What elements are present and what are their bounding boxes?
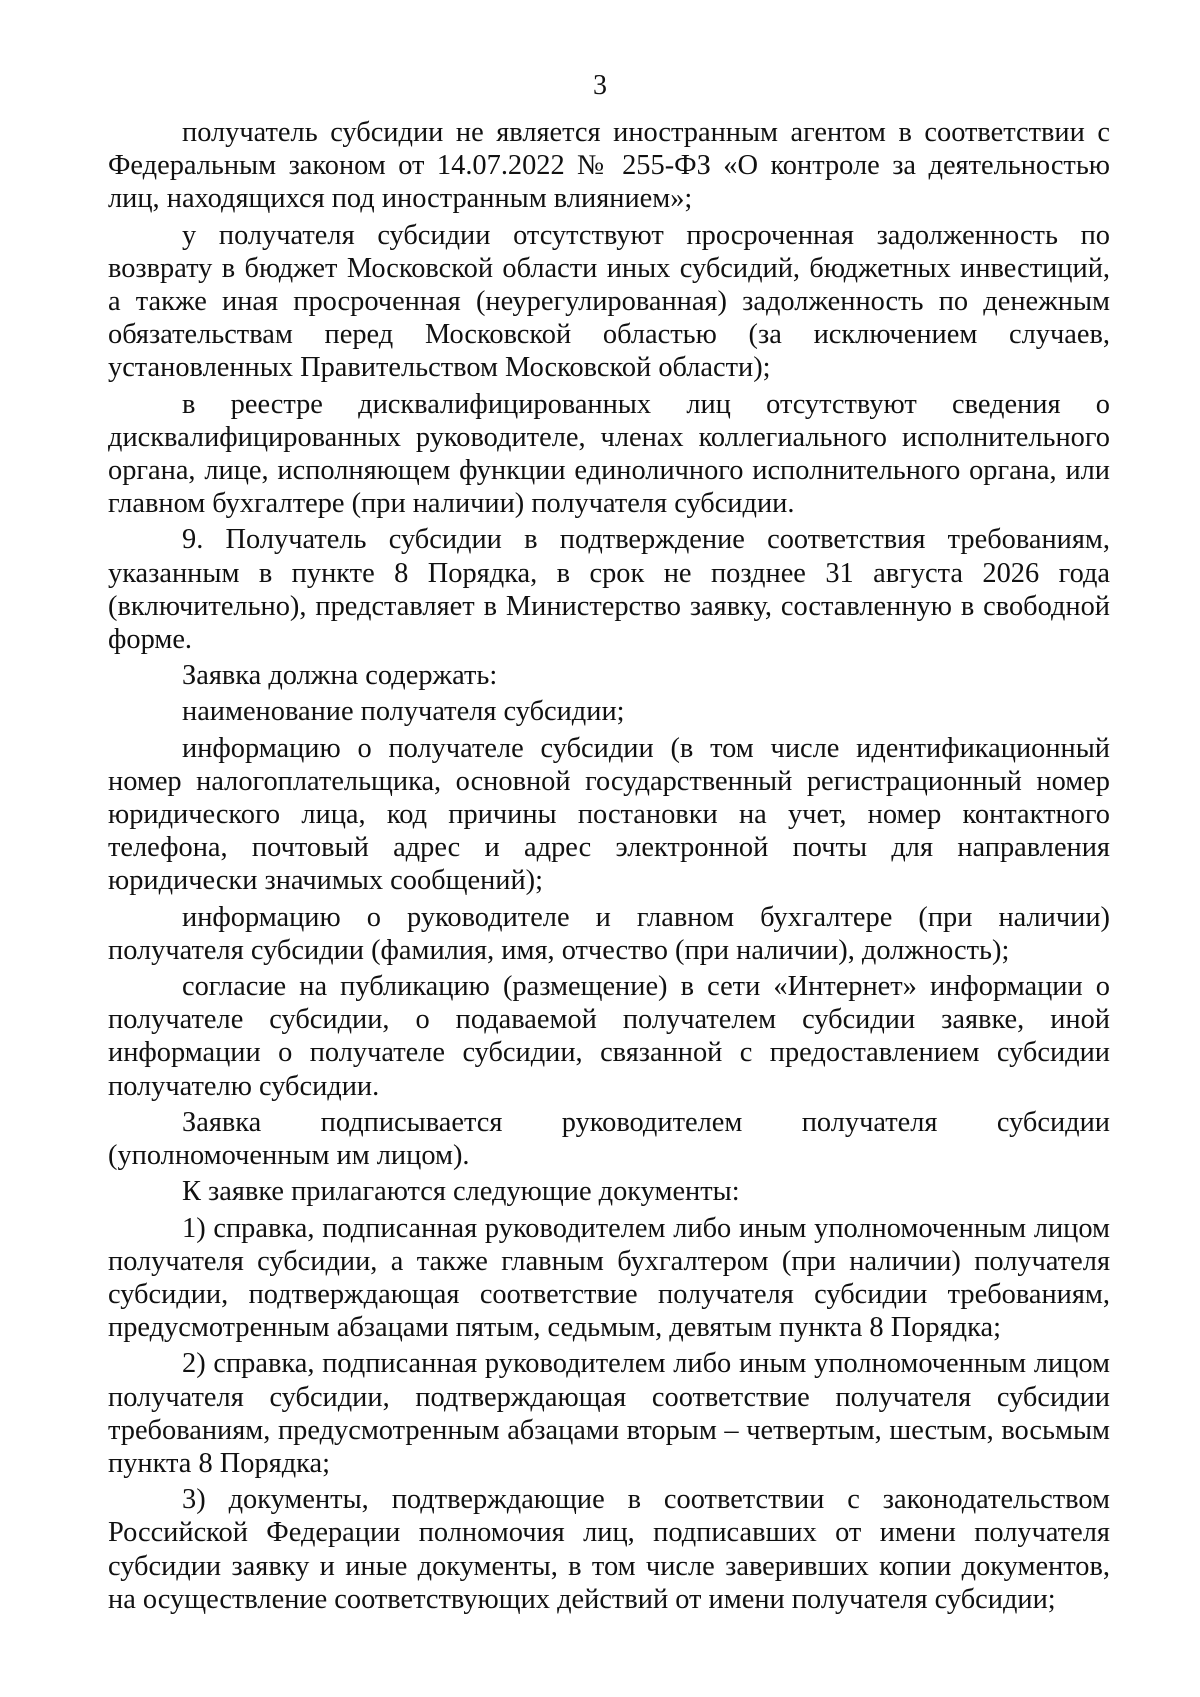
paragraph-disqualified-registry: в реестре дисквалифицированных лиц отсутствуют сведения о дисквалифицированных руководителе, членах коллегиального исполнительного органа, лице, исполняющем функции единоличного исполнительного органа, или главном бухгалтере (при наличии) получателя субсидии. (108, 388, 1110, 520)
paragraph-publication-consent: согласие на публикацию (размещение) в сети «Интернет» информации о получателе субсидии, о подаваемой получателем субсидии заявке, иной информации о получателе субсидии, связанной с предоставлением субсидии получателю субсидии. (108, 971, 1110, 1102)
paragraph-attached-documents: К заявке прилагаются следующие документы: (182, 1176, 740, 1208)
paragraph-no-overdue-debt: у получателя субсидии отсутствуют просроченная задолженность по возврату в бюджет Московской области иных субсидий, бюджетных инвестиций, а также иная просроченная (неурегулированная) задолженность по денежным обязательствам перед Московской областью (за исключением случаев, установленных Правительством Московской области); (108, 219, 1110, 384)
paragraph-recipient-name: наименование получателя субсидии; (182, 696, 625, 728)
paragraph-document-3: 3) документы, подтверждающие в соответствии с законодательством Российской Федерации полномочия лиц, подписавших от имени получателя субсидии заявку и иные документы, в том числе заверивших копии документов, на осуществление соответствующих действий от имени получателя субсидии; (108, 1484, 1110, 1615)
paragraph-item-9: 9. Получатель субсидии в подтверждение соответствия требованиям, указанным в пункте 8 Порядка, в срок не позднее 31 августа 2026 года (включительно), представляет в Министерство заявку, составленную в свободной форме. (108, 524, 1110, 656)
paragraph-application-signature: Заявка подписывается руководителем получателя субсидии (уполномоченным им лицом). (108, 1106, 1110, 1172)
page-number: 3 (593, 70, 607, 101)
document-body (108, 116, 1110, 1616)
paragraph-head-accountant-info: информацию о руководителе и главном бухгалтере (при наличии) получателя субсидии (фамилия, имя, отчество (при наличии), должность); (108, 901, 1110, 966)
paragraph-document-2: 2) справка, подписанная руководителем либо иным уполномоченным лицом получателя субсидии, подтверждающая соответствие получателя субсидии требованиям, предусмотренным абзацами вторым – четвертым, шестым, восьмым пункта 8 Порядка; (108, 1348, 1110, 1479)
paragraph-application-contents: Заявка должна содержать: (182, 660, 498, 692)
paragraph-recipient-info: информацию о получателе субсидии (в том числе идентификационный номер налогоплательщика, основной государственный регистрационный номер юридического лица, код причины постановки на учет, номер контактного телефона, почтовый адрес и адрес электронной почты для направления юридически значимых сообщений); (108, 732, 1110, 897)
paragraph-foreign-agent: получатель субсидии не является иностранным агентом в соответствии с Федеральным законом от 14.07.2022 № 255-ФЗ «О контроле за деятельностью лиц, находящихся под иностранным влиянием»; (108, 117, 1110, 215)
paragraph-document-1: 1) справка, подписанная руководителем либо иным уполномоченным лицом получателя субсидии, а также главным бухгалтером (при наличии) получателя субсидии, подтверждающая соответствие получателя субсидии требованиям, предусмотренным абзацами пятым, седьмым, девятым пункта 8 Порядка; (108, 1212, 1110, 1344)
